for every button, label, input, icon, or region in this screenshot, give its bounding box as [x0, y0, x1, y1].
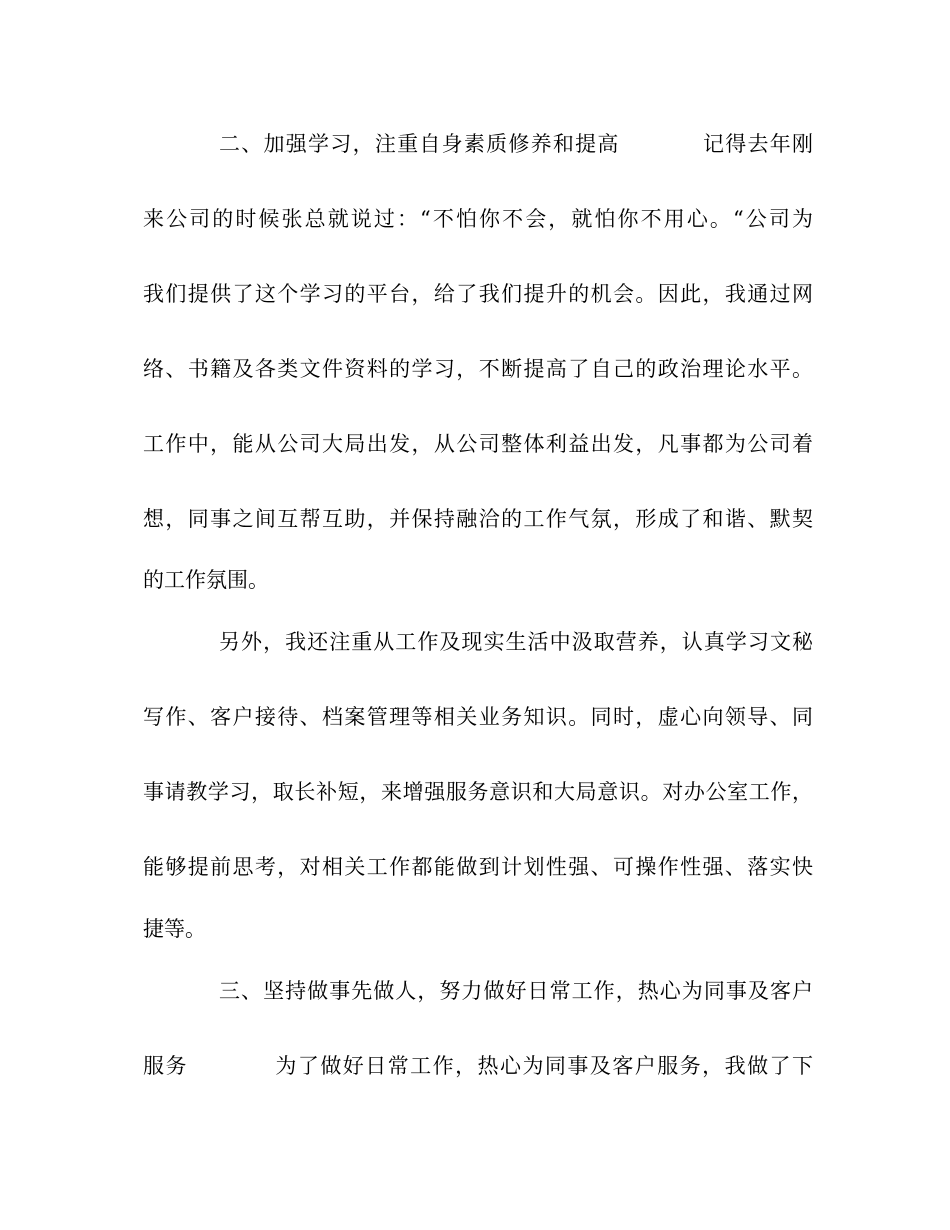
section-heading-line: [143, 1051, 813, 1081]
paragraph-line: 事请教学习，取长补短，来增强服务意识和大局意识。对办公室工作，: [143, 780, 813, 804]
paragraph-text-start: 为了做好日常工作，热心为同事及客户服务，我做了下: [273, 1054, 814, 1078]
paragraph-line: 我们提供了这个学习的平台，给了我们提升的机会。因此，我通过网: [143, 282, 813, 306]
section-heading-2: 二、加强学习，注重自身素质修养和提高: [219, 132, 620, 156]
section-heading-line: [219, 129, 813, 159]
paragraph-line: 来公司的时候张总就说过：“不怕你不会，就怕你不用心。“公司为: [143, 207, 813, 231]
paragraph-text-start: 记得去年刚: [701, 132, 814, 156]
paragraph-line: 工作中，能从公司大局出发，从公司整体利益出发，凡事都为公司着: [143, 432, 813, 456]
paragraph-line: 的工作氛围。: [143, 568, 269, 592]
paragraph-line: 想，同事之间互帮互助，并保持融洽的工作气氛，形成了和谐、默契: [143, 507, 813, 531]
paragraph-line: 写作、客户接待、档案管理等相关业务知识。同时，虚心向领导、同: [143, 705, 813, 729]
paragraph-line: 络、书籍及各类文件资料的学习，不断提高了自己的政治理论水平。: [143, 357, 813, 381]
paragraph-line: 另外，我还注重从工作及现实生活中汲取营养，认真学习文秘: [219, 630, 813, 654]
section-heading-3-end: 服务: [143, 1054, 188, 1078]
paragraph-line: 捷等。: [143, 917, 206, 941]
section-heading-3: 三、坚持做事先做人，努力做好日常工作，热心为同事及客户: [219, 979, 813, 1003]
paragraph-line: 能够提前思考，对相关工作都能做到计划性强、可操作性强、落实快: [143, 855, 813, 879]
